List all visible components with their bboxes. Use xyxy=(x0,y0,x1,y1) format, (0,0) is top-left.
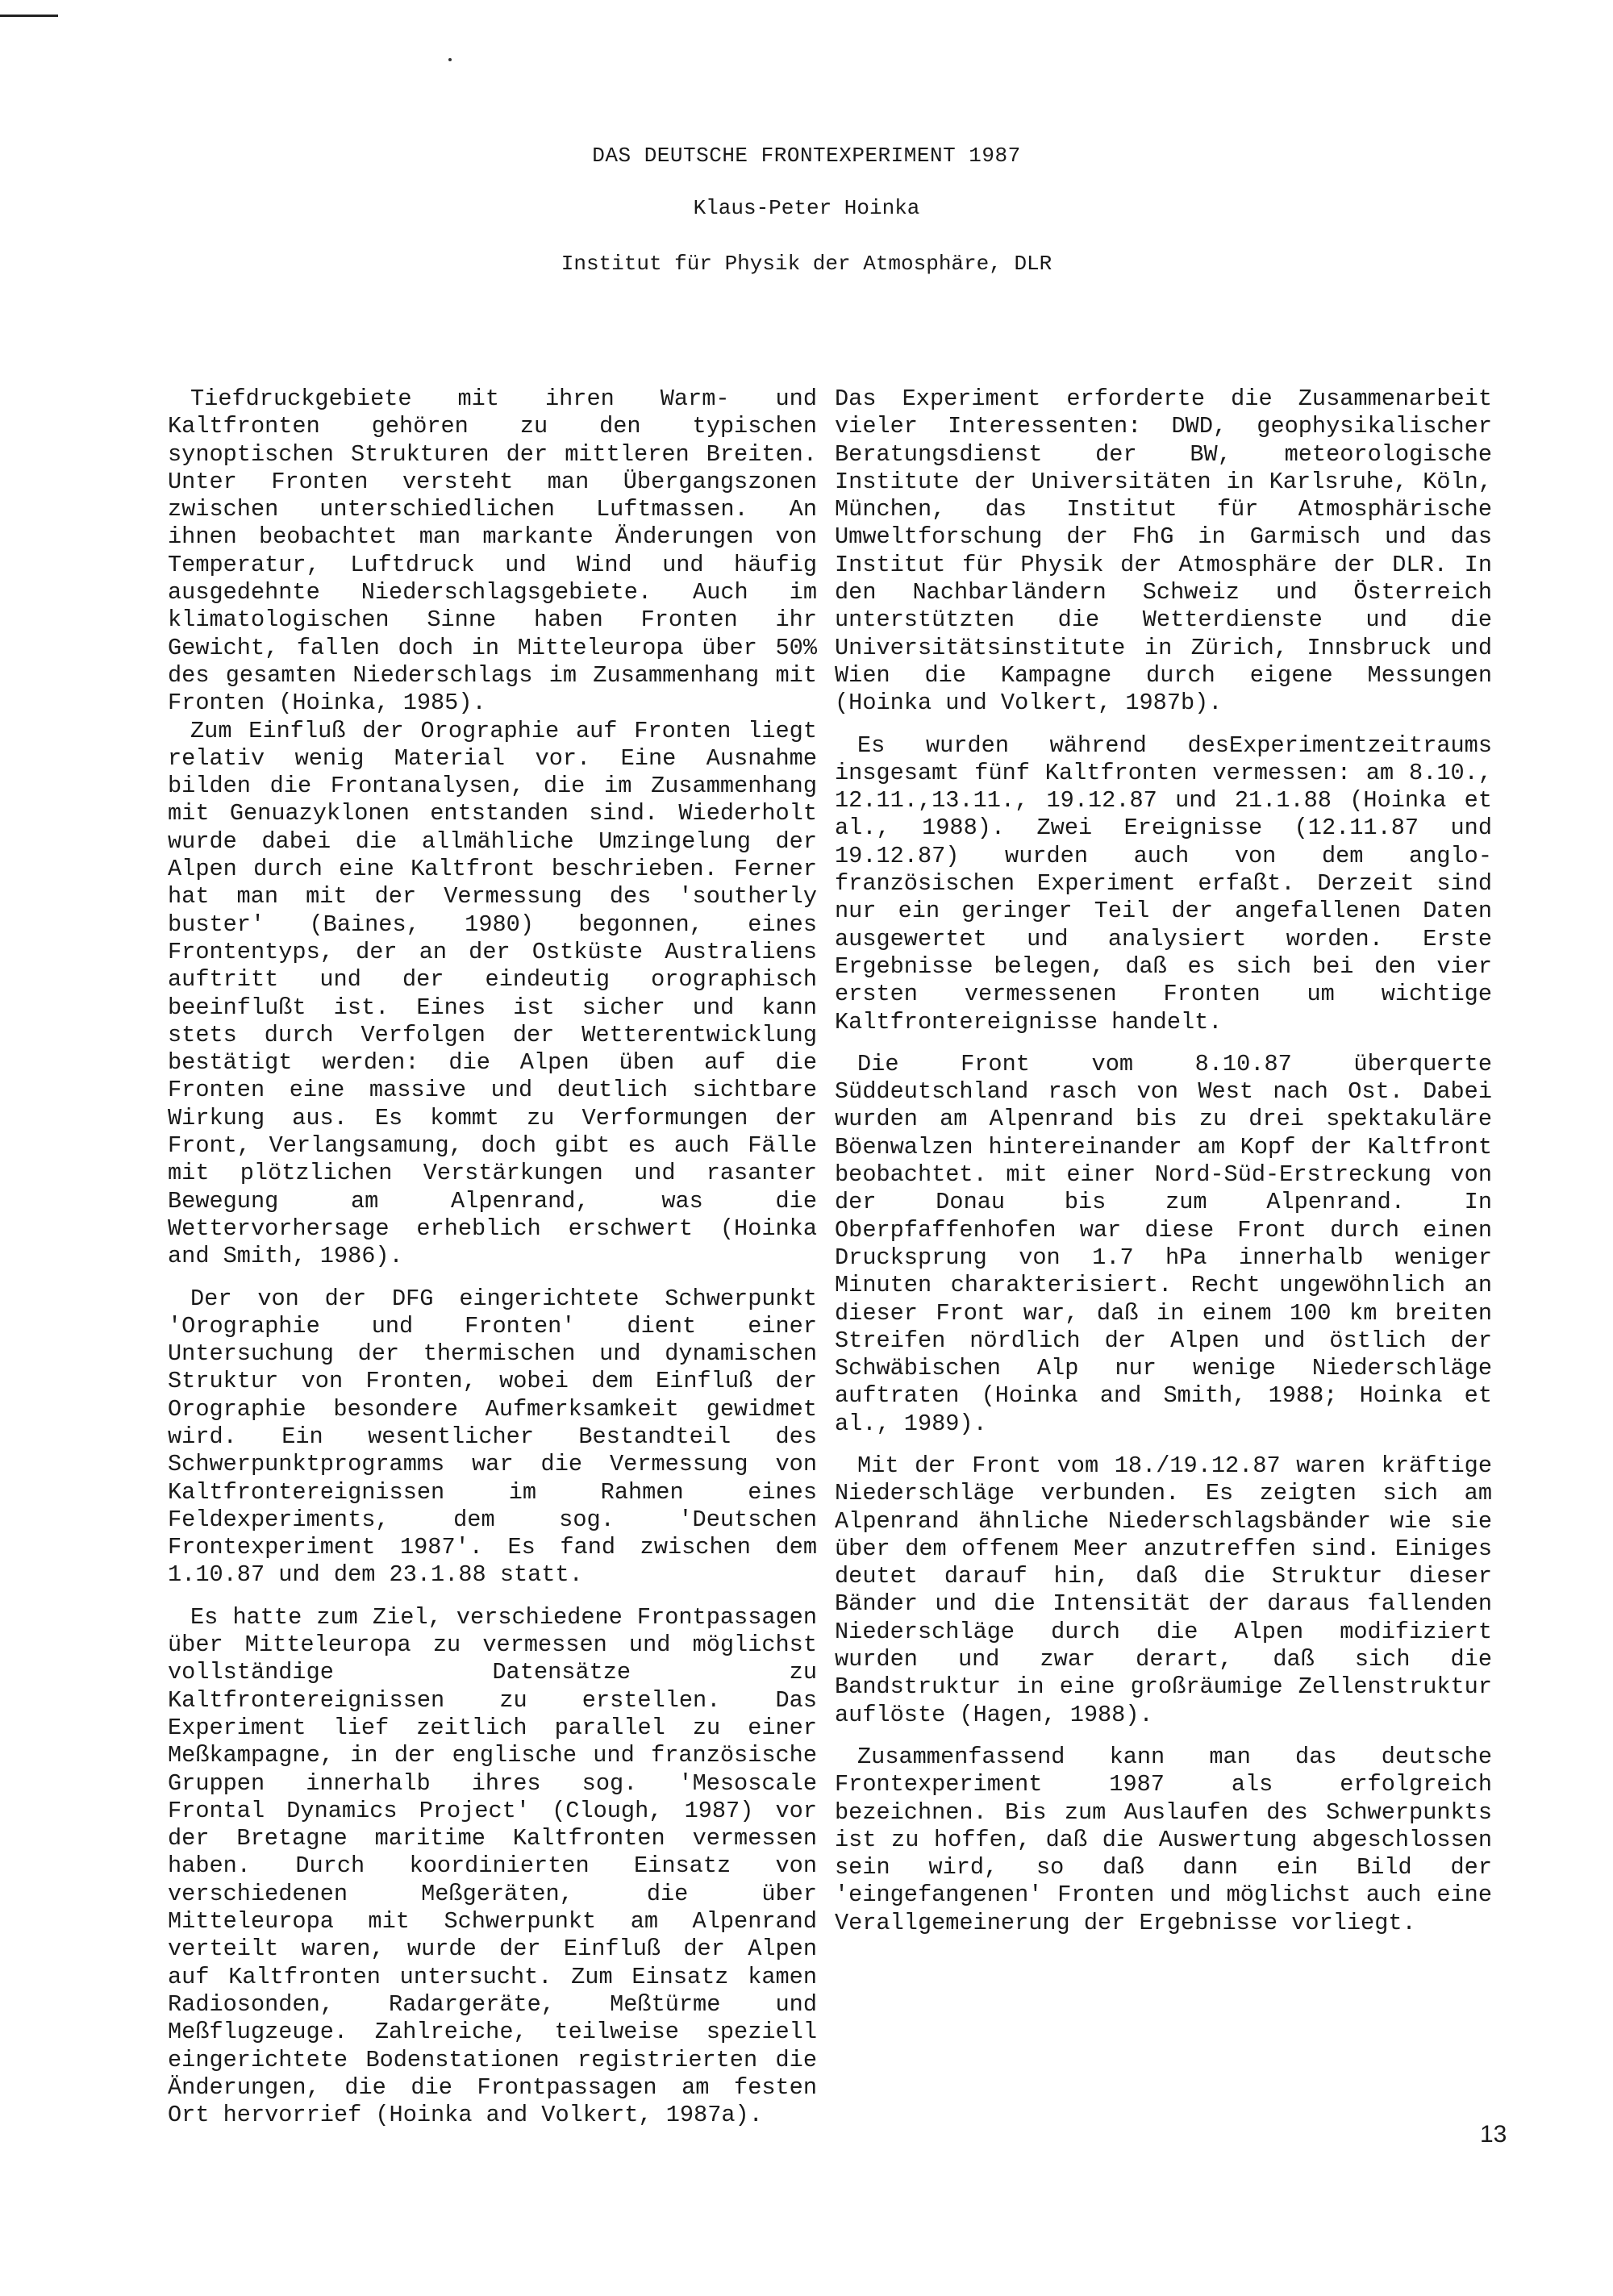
left-paragraph-3: Der von der DFG eingerichtete Schwerpunkt 'Orographie und Fronten' dient einer Untersuchung der thermischen und dynamischen Struktur von Fronten, wobei dem Einfluß der Orographie besondere Aufmerksamkeit gewidmet wird. Ein wesentlicher Bestandteil des Schwerpunktprogramms war die Vermessung von Kaltfrontereignissen im Rahmen eines Feldexperiments, dem sog. 'Deutschen Frontexperiment 1987'. Es fand zwischen dem 1.10.87 und dem 23.1.88 statt. xyxy=(168,1285,817,1589)
scan-speck xyxy=(448,58,452,61)
left-paragraph-4: Es hatte zum Ziel, verschiedene Frontpassagen über Mitteleuropa zu vermessen und möglichst vollständige Datensätze zu Kaltfrontereignissen zu erstellen. Das Experiment lief zeitlich parallel zu einer Meßkampagne, in der englische und französische Gruppen innerhalb ihres sog. 'Mesoscale Frontal Dynamics Project' (Clough, 1987) vor der Bretagne maritime Kaltfronten vermessen haben. Durch koordinierten Einsatz von verschiedenen Meßgeräten, die über Mitteleuropa mit Schwerpunkt am Alpenrand verteilt waren, wurde der Einfluß der Alpen auf Kaltfronten untersucht. Zum Einsatz kamen Radiosonden, Radargeräte, Meßtürme und Meßflugzeuge. Zahlreiche, teilweise speziell eingerichtete Bodenstationen registrierten die Änderungen, die die Frontpassagen am festen Ort hervorrief (Hoinka and Volkert, 1987a). xyxy=(168,1603,817,2129)
right-paragraph-2: Es wurden während desExperimentzeitraums insgesamt fünf Kaltfronten vermessen: am 8.10., 12.11.,13.11., 19.12.87 und 21.1.88 (Hoinka et al., 1988). Zwei Ereignisse (12.11.87 und 19.12.87) wurden auch von dem anglo-französischen Experiment erfaßt. Derzeit sind nur ein geringer Teil der angefallenen Daten ausgewertet und analysiert worden. Erste Ergebnisse belegen, daß es sich bei den vier ersten vermessenen Fronten um wichtige Kaltfrontereignisse handelt. xyxy=(835,731,1492,1035)
right-paragraph-3: Die Front vom 8.10.87 überquerte Süddeutschland rasch von West nach Ost. Dabei wurden am Alpenrand bis zu drei spektakuläre Böenwalzen hintereinander am Kopf der Kaltfront beobachtet. mit einer Nord-Süd-Erstreckung von der Donau bis zum Alpenrand. In Oberpfaffenhofen war diese Front durch einen Drucksprung von 1.7 hPa innerhalb weniger Minuten charakterisiert. Recht ungewöhnlich an dieser Front war, daß in einem 100 km breiten Streifen nördlich der Alpen und östlich der Schwäbischen Alp nur wenige Niederschläge auftraten (Hoinka and Smith, 1988; Hoinka et al., 1989). xyxy=(835,1050,1492,1437)
article-institute: Institut für Physik der Atmosphäre, DLR xyxy=(561,252,1052,276)
article-author: Klaus-Peter Hoinka xyxy=(693,196,920,220)
page-number: 13 xyxy=(1480,2121,1507,2148)
right-paragraph-4: Mit der Front vom 18./19.12.87 waren kräftige Niederschläge verbunden. Es zeigten sich am Alpenrand ähnliche Niederschlagsbänder wie sie über dem offenem Meer anzutreffen sind. Einiges deutet darauf hin, daß die Struktur dieser Bänder und die Intensität der daraus fallenden Niederschläge durch die Alpen modifiziert wurden und zwar derart, daß sich die Bandstruktur in eine großräumige Zellenstruktur auflöste (Hagen, 1988). xyxy=(835,1452,1492,1728)
article-title: DAS DEUTSCHE FRONTEXPERIMENT 1987 xyxy=(592,144,1021,168)
corner-scan-mark xyxy=(0,15,58,17)
right-paragraph-5: Zusammenfassend kann man das deutsche Frontexperiment 1987 als erfolgreich bezeichnen. Bis zum Auslaufen des Schwerpunkts ist zu hoffen, daß die Auswertung abgeschlossen sein wird, so daß dann ein Bild der 'eingefangenen' Fronten und möglichst auch eine Verallgemeinerung der Ergebnisse vorliegt. xyxy=(835,1743,1492,1936)
left-column xyxy=(168,385,817,2129)
left-paragraph-2: Zum Einfluß der Orographie auf Fronten liegt relativ wenig Material vor. Eine Ausnahme bilden die Frontanalysen, die im Zusammenhang mit Genuazyklonen entstanden sind. Wiederholt wurde dabei die allmähliche Umzingelung der Alpen durch eine Kaltfront beschrieben. Ferner hat man mit der Vermessung des 'southerly buster' (Baines, 1980) begonnen, eines Frontentyps, der an der Ostküste Australiens auftritt und der eindeutig orographisch beeinflußt ist. Eines ist sicher und kann stets durch Verfolgen der Wetterentwicklung bestätigt werden: die Alpen üben auf die Fronten eine massive und deutlich sichtbare Wirkung aus. Es kommt zu Verformungen der Front, Verlangsamung, doch gibt es auch Fälle mit plötzlichen Verstärkungen und rasanter Bewegung am Alpenrand, was die Wettervorhersage erheblich erschwert (Hoinka and Smith, 1986). xyxy=(168,717,817,1270)
right-paragraph-1: Das Experiment erforderte die Zusammenarbeit vieler Interessenten: DWD, geophysikalischer Beratungsdienst der BW, meteorologische Institute der Universitäten in Karlsruhe, Köln, München, das Institut für Atmosphärische Umweltforschung der FhG in Garmisch und das Institut für Physik der Atmosphäre der DLR. In den Nachbarländern Schweiz und Österreich unterstützten die Wetterdienste und die Universitätsinstitute in Zürich, Innsbruck und Wien die Kampagne durch eigene Messungen (Hoinka und Volkert, 1987b). xyxy=(835,385,1492,717)
right-column xyxy=(835,385,1492,1937)
left-paragraph-1: Tiefdruckgebiete mit ihren Warm- und Kaltfronten gehören zu den typischen synoptischen Strukturen der mittleren Breiten. Unter Fronten versteht man Übergangszonen zwischen unterschiedlichen Luftmassen. An ihnen beobachtet man markante Änderungen von Temperatur, Luftdruck und Wind und häufig ausgedehnte Niederschlagsgebiete. Auch im klimatologischen Sinne haben Fronten ihr Gewicht, fallen doch in Mitteleuropa über 50% des gesamten Niederschlags im Zusammenhang mit Fronten (Hoinka, 1985). xyxy=(168,385,817,717)
